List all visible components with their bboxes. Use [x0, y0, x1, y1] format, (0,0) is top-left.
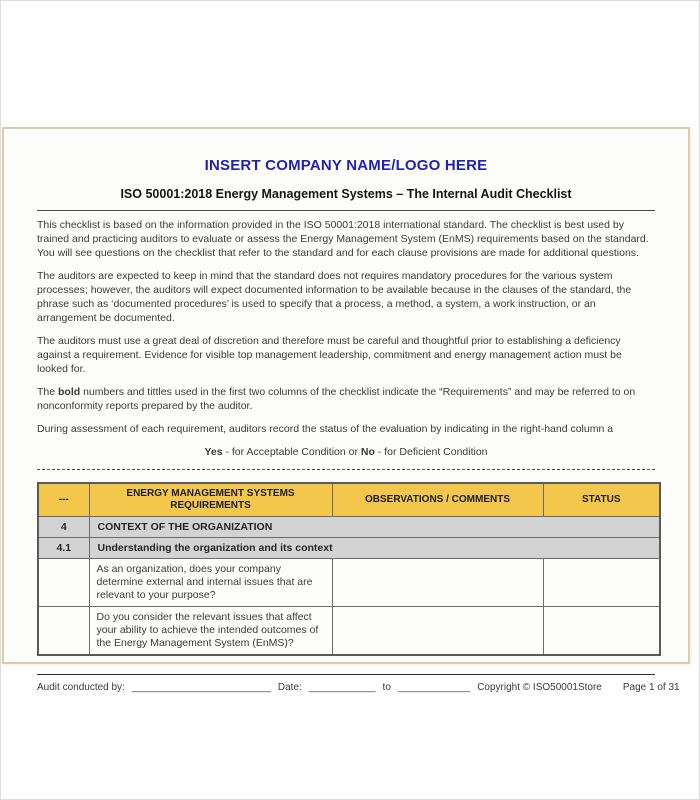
question-cell: As an organization, does your company determine external and internal issues that are relevant to your purpose?	[89, 558, 332, 606]
audit-checklist-table	[37, 482, 661, 656]
question-cell: Do you consider the relevant issues that affect your ability to achieve the intended outcomes of the Energy Management System (EnMS)?	[89, 606, 332, 655]
clause-number-cell: 4.1	[38, 537, 89, 558]
intro-paragraph-2: The auditors are expected to keep in mind that the standard does not requires mandatory procedures for the various system processes; however, the auditors will expect documented information to be available because in the clauses of the standard, the phrase such as ‘documented procedures’ is used to specify that a process, a method, a system, a work instruction, or an arrangement be documented.	[37, 270, 632, 324]
observations-cell	[332, 606, 543, 655]
status-legend: Yes - for Acceptable Condition or No - for Deficient Condition	[204, 446, 488, 458]
status-cell	[543, 606, 660, 655]
page-footer	[37, 674, 680, 693]
section-title-cell: CONTEXT OF THE ORGANIZATION	[89, 516, 660, 537]
table-row-question-1	[38, 558, 660, 606]
observations-cell	[332, 558, 543, 606]
date-from-blank: ____________	[308, 681, 376, 693]
audit-conducted-by-blank: _________________________	[131, 681, 271, 693]
audit-conducted-by-label: Audit conducted by:	[37, 681, 125, 693]
column-header-observations: OBSERVATIONS / COMMENTS	[332, 483, 543, 516]
status-cell	[543, 558, 660, 606]
column-header-clause: ---	[38, 483, 89, 516]
page-content	[4, 129, 688, 693]
clause-number-cell: 4	[38, 516, 89, 537]
document-title: ISO 50001:2018 Energy Management Systems – The Internal Audit Checklist	[120, 187, 572, 201]
intro-paragraph-4: The bold numbers and tittles used in the first two columns of the checklist indicate the “Requirements” and may be referred to on nonconformity reports prepared by the auditor.	[37, 386, 636, 412]
footer-text-line	[37, 681, 680, 693]
date-label: Date:	[277, 681, 302, 693]
column-header-status: STATUS	[543, 483, 660, 516]
section-title-cell: Understanding the organization and its context	[89, 537, 660, 558]
page-number: Page 1 of 31	[622, 681, 680, 693]
copyright-text: Copyright © ISO50001Store	[477, 681, 602, 693]
title-divider	[37, 210, 655, 211]
clause-number-cell	[38, 606, 89, 655]
date-to-blank: _____________	[397, 681, 471, 693]
table-row-section-4	[38, 516, 660, 537]
column-header-requirements: ENERGY MANAGEMENT SYSTEMS REQUIREMENTS	[89, 483, 332, 516]
document-page	[2, 127, 690, 693]
footer-divider	[37, 674, 655, 675]
intro-paragraph-3: The auditors must use a great deal of discretion and therefore must be careful and thoughtful prior to establishing a deficiency against a requirement. Evidence for visible top management leadership, commitment and energy management action must be looked for.	[37, 335, 622, 375]
intro-paragraph-1: This checklist is based on the information provided in the ISO 50001:2018 international standard. The checklist is best used by trained and practicing auditors to evaluate or assess the Energy Management System (EnMS) requirements based on the standard. You will see questions on the checklist that refer to the standard and for each clause provisions are made for additional questions.	[37, 219, 649, 259]
company-name-placeholder: INSERT COMPANY NAME/LOGO HERE	[204, 157, 488, 174]
date-to-label: to	[382, 681, 391, 693]
intro-paragraph-5: During assessment of each requirement, auditors record the status of the evaluation by indicating in the right-hand column a	[37, 423, 614, 435]
clause-number-cell	[38, 558, 89, 606]
table-row-section-4-1	[38, 537, 660, 558]
dashed-divider	[37, 469, 655, 470]
table-header-row	[38, 483, 660, 516]
table-row-question-2	[38, 606, 660, 655]
